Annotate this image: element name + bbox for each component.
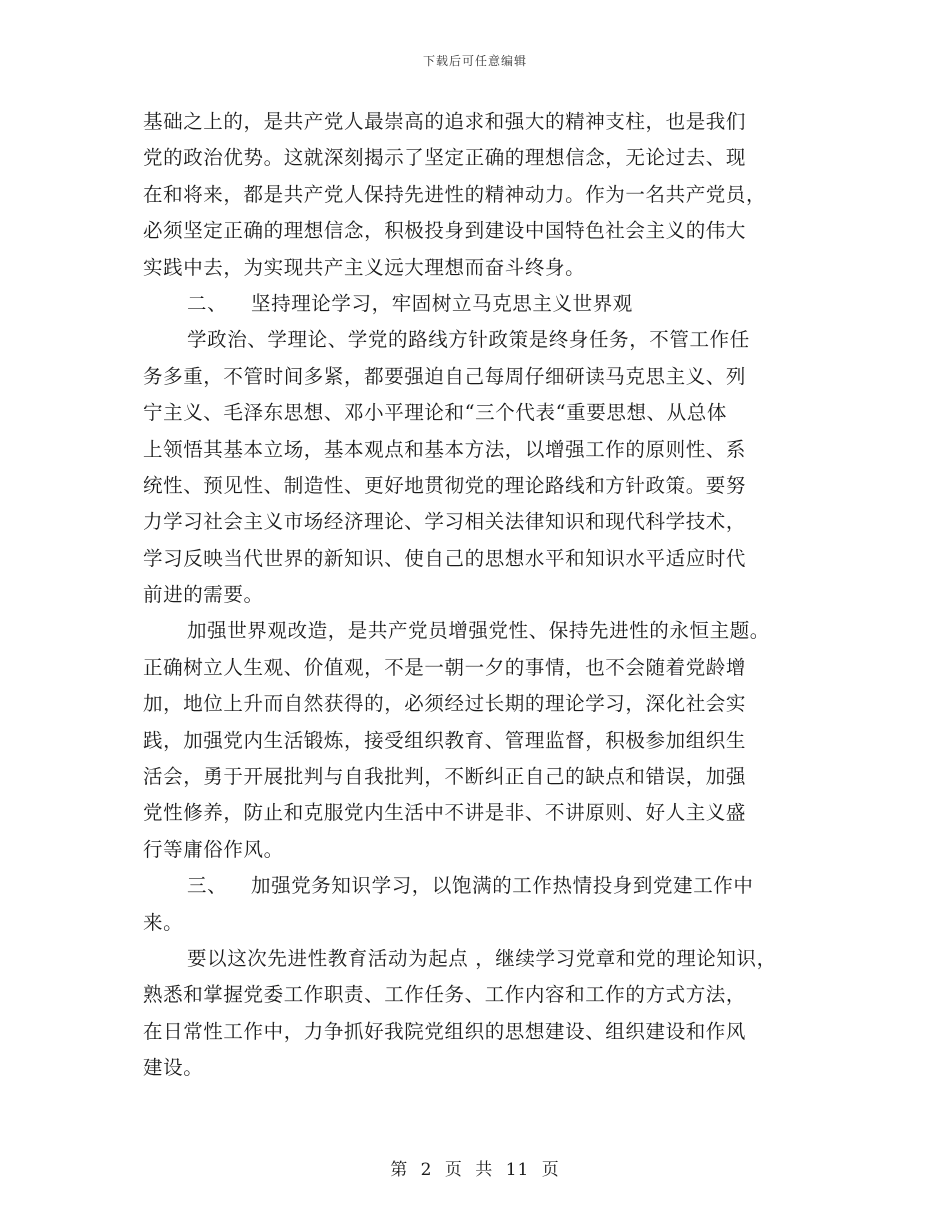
text-line: 践，加强党内生活锻炼，接受组织教育、管理监督，积极参加组织生 <box>143 728 747 752</box>
text-line: 行等庸俗作风。 <box>143 837 284 861</box>
text-line: 党性修养，防止和克服党内生活中不讲是非、不讲原则、好人主义盛 <box>143 801 747 825</box>
text-line: 活会，勇于开展批判与自我批判，不断纠正自己的缺点和错误，加强 <box>143 765 747 789</box>
paragraph-first-line: 要以这次先进性教育活动为起点 ，继续学习党章和党的理论知识， <box>187 946 777 970</box>
text-line: 党的政治优势。这就深刻揭示了坚定正确的理想信念，无论过去、现 <box>143 146 747 170</box>
text-line: 正确树立人生观、价值观，不是一朝一夕的事情，也不会随着党龄增 <box>143 655 747 679</box>
section-number: 二、 <box>187 291 228 315</box>
text-line: 建设。 <box>143 1056 204 1080</box>
page-header: 下载后可任意编辑 <box>422 54 527 68</box>
paragraph-first-line: 加强世界观改造，是共产党员增强党性、保持先进性的永恒主题。 <box>187 619 770 643</box>
paragraph-first-line: 学政治、学理论、学党的路线方针政策是终身任务，不管工作任 <box>187 328 750 352</box>
text-line: 在和将来，都是共产党人保持先进性的精神动力。作为一名共产党员， <box>143 182 767 206</box>
section-heading-3 <box>143 868 833 904</box>
section-heading-2 <box>143 286 833 322</box>
section-title: 加强党务知识学习，以饱满的工作热情投身到党建工作中 <box>251 874 754 898</box>
page-number-footer: 第 2 页 共 11 页 <box>390 1160 560 1180</box>
text-line: 前进的需要。 <box>143 583 264 607</box>
section-title: 坚持理论学习，牢固树立马克思主义世界观 <box>251 291 633 315</box>
text-line: 加，地位上升而自然获得的，必须经过长期的理论学习，深化社会实 <box>143 692 747 716</box>
text-line: 学习反映当代世界的新知识、使自己的思想水平和知识水平适应时代 <box>143 546 747 570</box>
text-line: 上领悟其基本立场，基本观点和基本方法，以增强工作的原则性、系 <box>143 437 747 461</box>
text-line: 宁主义、毛泽东思想、邓小平理论和“三个代表“重要思想、从总体 <box>143 401 727 425</box>
section-number: 三、 <box>187 874 228 898</box>
text-line: 统性、预见性、制造性、更好地贯彻党的理论路线和方针政策。要努 <box>143 473 747 497</box>
text-line: 实践中去，为实现共产主义远大理想而奋斗终身。 <box>143 255 586 279</box>
text-line: 在日常性工作中，力争抓好我院党组织的思想建设、组织建设和作风 <box>143 1019 747 1043</box>
text-line: 来。 <box>143 910 184 934</box>
text-line: 力学习社会主义市场经济理论、学习相关法律知识和现代科学技术， <box>143 510 747 534</box>
text-line: 必须坚定正确的理想信念，积极投身到建设中国特色社会主义的伟大 <box>143 219 747 243</box>
text-line: 基础之上的，是共产党人最崇高的追求和强大的精神支柱，也是我们 <box>143 110 747 133</box>
text-line: 务多重，不管时间多紧，都要强迫自己每周仔细研读马克思主义、列 <box>143 364 747 388</box>
document-body <box>143 104 833 1087</box>
text-line: 熟悉和掌握党委工作职责、工作任务、工作内容和工作的方式方法， <box>143 983 747 1007</box>
